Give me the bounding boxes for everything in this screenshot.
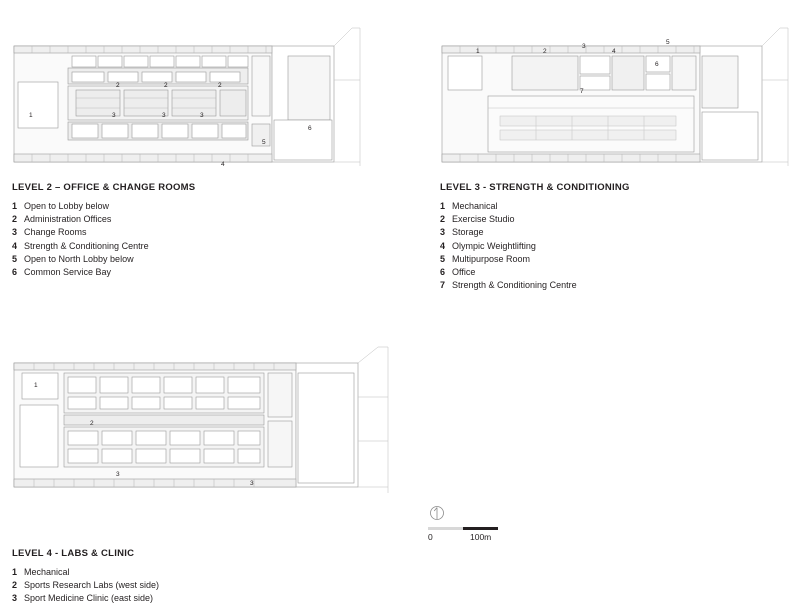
legend-label: Olympic Weightlifting	[452, 240, 536, 251]
legend-number: 1	[440, 201, 446, 211]
room-marker: 5	[262, 139, 266, 146]
room-marker: 3	[112, 112, 116, 119]
legend-item	[440, 253, 730, 266]
legend-item	[12, 200, 272, 213]
room-marker: 1	[476, 48, 480, 55]
legend-list-level-4	[12, 566, 312, 606]
legend-label: Open to Lobby below	[24, 201, 110, 211]
legend-item	[12, 213, 272, 226]
legend-title-level-4: LEVEL 4 - LABS & CLINIC	[12, 548, 135, 559]
room-marker: 2	[218, 82, 222, 89]
legend-level-2	[12, 182, 272, 279]
room-marker: 7	[580, 88, 584, 95]
legend-number: 2	[12, 580, 18, 591]
scale-bar	[428, 505, 548, 545]
legend-label: Common Service Bay	[24, 267, 112, 278]
legend-number: 5	[12, 253, 18, 264]
legend-title-level-3: LEVEL 3 - STRENGTH & CONDITIONING	[440, 182, 630, 193]
legend-item	[12, 226, 272, 239]
scale-label-zero: 0	[428, 532, 433, 542]
legend-label: Exercise Studio	[452, 214, 515, 225]
legend-item	[12, 592, 312, 605]
legend-number: 4	[440, 240, 446, 251]
plan-level-4	[12, 345, 402, 500]
floorplan-svg-level-3	[440, 20, 790, 175]
legend-number: 1	[12, 567, 18, 577]
legend-number: 5	[440, 253, 446, 264]
room-marker: 1	[29, 112, 33, 119]
legend-number: 2	[440, 214, 446, 225]
legend-number: 6	[12, 267, 18, 278]
legend-label: Multipurpose Room	[452, 253, 531, 264]
legend-label: Open to North Lobby below	[24, 253, 134, 264]
room-marker: 3	[200, 112, 204, 119]
legend-item	[440, 240, 730, 253]
scale-segment-dark	[463, 527, 498, 530]
legend-label: Change Rooms	[24, 227, 87, 238]
legend-label: Mechanical	[452, 201, 498, 211]
legend-label: Storage	[452, 227, 484, 238]
legend-label: Strength & Conditioning Centre	[24, 240, 149, 251]
floorplan-svg-level-4	[12, 345, 402, 500]
legend-number: 3	[440, 227, 446, 238]
room-marker: 4	[612, 48, 616, 55]
legend-item	[440, 213, 730, 226]
legend-label: Mechanical	[24, 567, 70, 577]
legend-number: 3	[12, 227, 18, 238]
legend-item	[12, 566, 312, 579]
legend-item	[440, 226, 730, 239]
room-marker: 3	[582, 43, 586, 50]
legend-item	[12, 253, 272, 266]
room-marker: 2	[116, 82, 120, 89]
plan-level-3	[440, 20, 790, 175]
plan-drawing-level-3	[440, 20, 790, 175]
room-marker: 6	[308, 125, 312, 132]
room-marker: 2	[90, 420, 94, 427]
plan-level-2	[12, 20, 362, 175]
plan-drawing-level-4	[12, 345, 402, 500]
legend-item	[440, 266, 730, 279]
room-marker: 1	[34, 382, 38, 389]
scale-bar-graphic	[428, 527, 498, 530]
legend-level-3	[440, 182, 730, 292]
legend-item	[12, 579, 312, 592]
legend-label: Sport Medicine Clinic (east side)	[24, 593, 154, 604]
scale-segment-light	[428, 527, 463, 530]
legend-list-level-3	[440, 200, 730, 292]
legend-level-4	[12, 548, 312, 606]
room-marker: 6	[655, 61, 659, 68]
legend-title-level-2: LEVEL 2 – OFFICE & CHANGE ROOMS	[12, 182, 196, 193]
north-arrow-icon	[428, 505, 450, 525]
room-marker: 3	[162, 112, 166, 119]
legend-label: Office	[452, 267, 476, 278]
legend-label: Strength & Conditioning Centre	[452, 280, 577, 291]
legend-number: 3	[12, 593, 18, 604]
legend-label: Administration Offices	[24, 214, 112, 225]
legend-item	[12, 266, 272, 279]
legend-number: 2	[12, 214, 18, 225]
legend-number: 6	[440, 267, 446, 278]
room-marker: 2	[164, 82, 168, 89]
room-marker: 5	[666, 39, 670, 46]
legend-label: Sports Research Labs (west side)	[24, 580, 160, 591]
plan-drawing-level-2	[12, 20, 362, 175]
room-marker: 2	[543, 48, 547, 55]
floorplan-svg-level-2	[12, 20, 362, 175]
legend-number: 7	[440, 280, 446, 291]
legend-item	[440, 200, 730, 213]
legend-number: 1	[12, 201, 18, 211]
room-marker: 4	[221, 161, 225, 168]
legend-item	[440, 279, 730, 292]
legend-list-level-2	[12, 200, 272, 279]
room-marker: 3	[116, 471, 120, 478]
legend-number: 4	[12, 240, 18, 251]
legend-item	[12, 240, 272, 253]
room-marker: 3	[250, 480, 254, 487]
scale-label-max: 100m	[470, 532, 492, 542]
